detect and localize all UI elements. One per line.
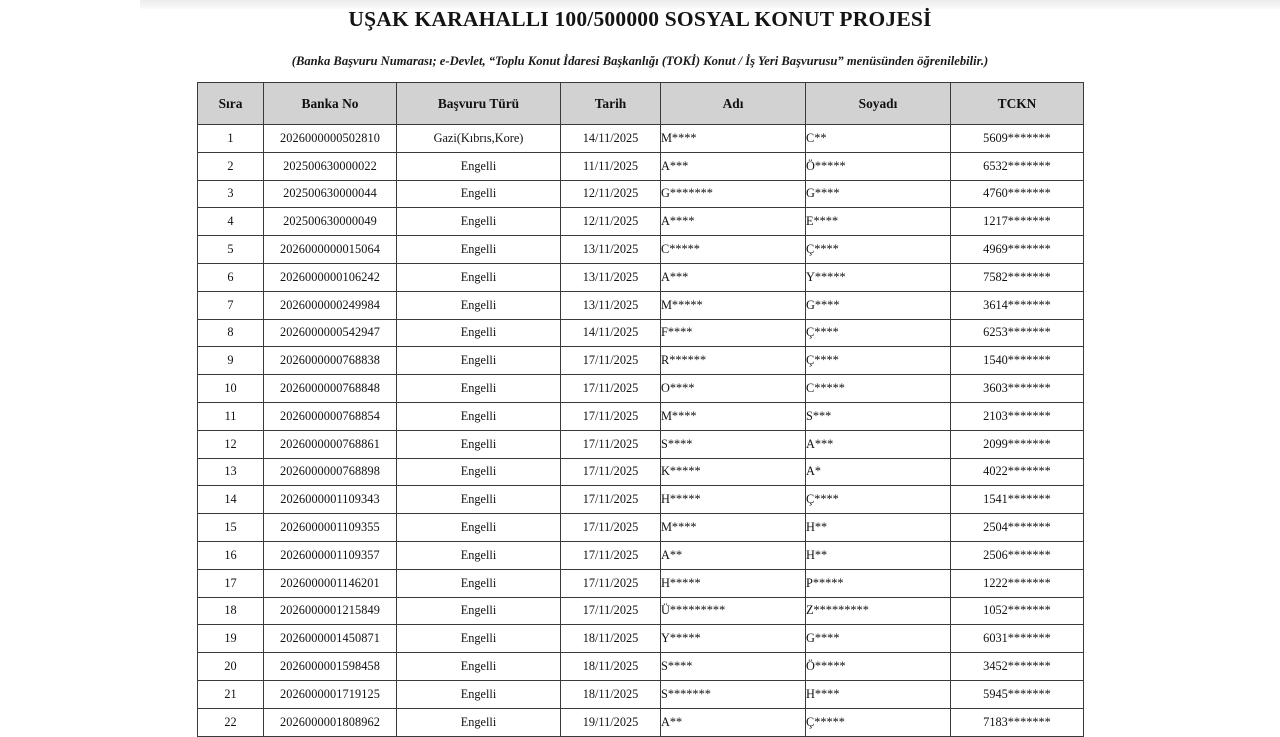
cell-tckn: 6253******* bbox=[951, 319, 1084, 347]
cell-sira: 16 bbox=[198, 541, 264, 569]
table-row bbox=[198, 541, 1084, 569]
cell-sira: 6 bbox=[198, 263, 264, 291]
cell-tckn: 3452******* bbox=[951, 653, 1084, 681]
cell-banka-no: 2026000001598458 bbox=[264, 653, 397, 681]
cell-tckn: 7582******* bbox=[951, 263, 1084, 291]
cell-tarih: 17/11/2025 bbox=[561, 458, 661, 486]
cell-soyadi: H** bbox=[806, 541, 951, 569]
cell-tckn: 2099******* bbox=[951, 430, 1084, 458]
cell-sira: 1 bbox=[198, 125, 264, 153]
cell-soyadi: Ç***** bbox=[806, 708, 951, 736]
cell-banka-no: 2026000000768861 bbox=[264, 430, 397, 458]
cell-adi: A** bbox=[661, 541, 806, 569]
cell-banka-no: 2026000001808962 bbox=[264, 708, 397, 736]
cell-adi: A** bbox=[661, 708, 806, 736]
table-row bbox=[198, 180, 1084, 208]
cell-tckn: 2506******* bbox=[951, 541, 1084, 569]
cell-basvuru-turu: Engelli bbox=[397, 291, 561, 319]
table-header bbox=[198, 83, 1084, 125]
table-row bbox=[198, 653, 1084, 681]
cell-soyadi: A* bbox=[806, 458, 951, 486]
cell-adi: H***** bbox=[661, 569, 806, 597]
cell-soyadi: Ç**** bbox=[806, 486, 951, 514]
cell-soyadi: H**** bbox=[806, 680, 951, 708]
cell-adi: F**** bbox=[661, 319, 806, 347]
table-row bbox=[198, 708, 1084, 736]
cell-tarih: 13/11/2025 bbox=[561, 291, 661, 319]
cell-soyadi: G**** bbox=[806, 180, 951, 208]
cell-banka-no: 2026000001719125 bbox=[264, 680, 397, 708]
column-header-basvuru-turu: Başvuru Türü bbox=[397, 83, 561, 125]
cell-basvuru-turu: Engelli bbox=[397, 625, 561, 653]
cell-banka-no: 2026000000768838 bbox=[264, 347, 397, 375]
cell-tckn: 4969******* bbox=[951, 236, 1084, 264]
cell-basvuru-turu: Engelli bbox=[397, 319, 561, 347]
cell-basvuru-turu: Engelli bbox=[397, 375, 561, 403]
column-header-tckn: TCKN bbox=[951, 83, 1084, 125]
cell-tckn: 3614******* bbox=[951, 291, 1084, 319]
table-row bbox=[198, 569, 1084, 597]
cell-banka-no: 202500630000022 bbox=[264, 152, 397, 180]
table-row bbox=[198, 514, 1084, 542]
cell-banka-no: 2026000001215849 bbox=[264, 597, 397, 625]
cell-tckn: 7183******* bbox=[951, 708, 1084, 736]
cell-tckn: 2103******* bbox=[951, 402, 1084, 430]
cell-tarih: 12/11/2025 bbox=[561, 208, 661, 236]
table-row bbox=[198, 208, 1084, 236]
cell-tarih: 17/11/2025 bbox=[561, 597, 661, 625]
table-row bbox=[198, 597, 1084, 625]
cell-soyadi: Ç**** bbox=[806, 236, 951, 264]
cell-soyadi: Y***** bbox=[806, 263, 951, 291]
cell-basvuru-turu: Engelli bbox=[397, 514, 561, 542]
cell-sira: 10 bbox=[198, 375, 264, 403]
cell-basvuru-turu: Engelli bbox=[397, 708, 561, 736]
cell-basvuru-turu: Engelli bbox=[397, 458, 561, 486]
cell-tckn: 5945******* bbox=[951, 680, 1084, 708]
cell-tarih: 17/11/2025 bbox=[561, 569, 661, 597]
cell-banka-no: 202500630000049 bbox=[264, 208, 397, 236]
cell-adi: H***** bbox=[661, 486, 806, 514]
cell-sira: 7 bbox=[198, 291, 264, 319]
cell-sira: 18 bbox=[198, 597, 264, 625]
cell-banka-no: 2026000000015064 bbox=[264, 236, 397, 264]
cell-adi: A*** bbox=[661, 152, 806, 180]
table-row bbox=[198, 458, 1084, 486]
cell-soyadi: E**** bbox=[806, 208, 951, 236]
cell-tarih: 18/11/2025 bbox=[561, 680, 661, 708]
cell-tarih: 17/11/2025 bbox=[561, 486, 661, 514]
cell-soyadi: Ç**** bbox=[806, 319, 951, 347]
cell-tckn: 1217******* bbox=[951, 208, 1084, 236]
cell-banka-no: 2026000001109357 bbox=[264, 541, 397, 569]
cell-sira: 8 bbox=[198, 319, 264, 347]
cell-soyadi: Ç**** bbox=[806, 347, 951, 375]
cell-tckn: 1222******* bbox=[951, 569, 1084, 597]
page-subtitle-note: (Banka Başvuru Numarası; e-Devlet, “Toplu Konut İdaresi Başkanlığı (TOKİ) Konut / İş Yeri Başvurusu” menüsünden öğrenilebilir.) bbox=[291, 54, 989, 68]
cell-tckn: 2504******* bbox=[951, 514, 1084, 542]
cell-tarih: 13/11/2025 bbox=[561, 236, 661, 264]
cell-adi: C***** bbox=[661, 236, 806, 264]
cell-tckn: 5609******* bbox=[951, 125, 1084, 153]
cell-adi: K***** bbox=[661, 458, 806, 486]
cell-sira: 19 bbox=[198, 625, 264, 653]
cell-soyadi: A*** bbox=[806, 430, 951, 458]
cell-sira: 3 bbox=[198, 180, 264, 208]
applicants-table bbox=[197, 82, 1084, 737]
cell-basvuru-turu: Engelli bbox=[397, 680, 561, 708]
table-row bbox=[198, 625, 1084, 653]
cell-adi: Y***** bbox=[661, 625, 806, 653]
applicants-table-container[interactable] bbox=[197, 82, 1083, 729]
cell-sira: 12 bbox=[198, 430, 264, 458]
cell-banka-no: 2026000000542947 bbox=[264, 319, 397, 347]
cell-tckn: 1052******* bbox=[951, 597, 1084, 625]
cell-banka-no: 2026000000249984 bbox=[264, 291, 397, 319]
table-row bbox=[198, 319, 1084, 347]
cell-basvuru-turu: Engelli bbox=[397, 597, 561, 625]
cell-adi: M**** bbox=[661, 402, 806, 430]
table-row bbox=[198, 375, 1084, 403]
cell-basvuru-turu: Engelli bbox=[397, 347, 561, 375]
cell-tckn: 1541******* bbox=[951, 486, 1084, 514]
table-row bbox=[198, 680, 1084, 708]
cell-tarih: 11/11/2025 bbox=[561, 152, 661, 180]
table-body bbox=[198, 125, 1084, 737]
cell-adi: M**** bbox=[661, 125, 806, 153]
cell-sira: 14 bbox=[198, 486, 264, 514]
cell-adi: S**** bbox=[661, 653, 806, 681]
cell-adi: A*** bbox=[661, 263, 806, 291]
cell-soyadi: Z********* bbox=[806, 597, 951, 625]
cell-soyadi: S*** bbox=[806, 402, 951, 430]
table-row bbox=[198, 402, 1084, 430]
table-row bbox=[198, 430, 1084, 458]
cell-banka-no: 202500630000044 bbox=[264, 180, 397, 208]
cell-basvuru-turu: Engelli bbox=[397, 653, 561, 681]
cell-sira: 20 bbox=[198, 653, 264, 681]
cell-banka-no: 2026000001109355 bbox=[264, 514, 397, 542]
cell-basvuru-turu: Engelli bbox=[397, 208, 561, 236]
column-header-soyadi: Soyadı bbox=[806, 83, 951, 125]
cell-basvuru-turu: Engelli bbox=[397, 263, 561, 291]
cell-banka-no: 2026000001109343 bbox=[264, 486, 397, 514]
cell-basvuru-turu: Engelli bbox=[397, 541, 561, 569]
cell-sira: 15 bbox=[198, 514, 264, 542]
cell-basvuru-turu: Engelli bbox=[397, 430, 561, 458]
cell-tarih: 12/11/2025 bbox=[561, 180, 661, 208]
column-header-adi: Adı bbox=[661, 83, 806, 125]
cell-basvuru-turu: Engelli bbox=[397, 180, 561, 208]
cell-tckn: 6532******* bbox=[951, 152, 1084, 180]
cell-soyadi: Ö***** bbox=[806, 653, 951, 681]
cell-sira: 5 bbox=[198, 236, 264, 264]
cell-adi: M***** bbox=[661, 291, 806, 319]
cell-basvuru-turu: Engelli bbox=[397, 486, 561, 514]
cell-banka-no: 2026000000768898 bbox=[264, 458, 397, 486]
cell-adi: Ü********* bbox=[661, 597, 806, 625]
table-row bbox=[198, 125, 1084, 153]
column-header-tarih: Tarih bbox=[561, 83, 661, 125]
table-row bbox=[198, 263, 1084, 291]
cell-tarih: 14/11/2025 bbox=[561, 319, 661, 347]
cell-soyadi: H** bbox=[806, 514, 951, 542]
table-row bbox=[198, 291, 1084, 319]
cell-soyadi: G**** bbox=[806, 625, 951, 653]
cell-adi: S******* bbox=[661, 680, 806, 708]
cell-tarih: 13/11/2025 bbox=[561, 263, 661, 291]
cell-tckn: 1540******* bbox=[951, 347, 1084, 375]
table-row bbox=[198, 347, 1084, 375]
cell-tarih: 17/11/2025 bbox=[561, 430, 661, 458]
cell-sira: 17 bbox=[198, 569, 264, 597]
cell-basvuru-turu: Engelli bbox=[397, 569, 561, 597]
cell-soyadi: G**** bbox=[806, 291, 951, 319]
cell-tckn: 3603******* bbox=[951, 375, 1084, 403]
cell-sira: 13 bbox=[198, 458, 264, 486]
cell-tarih: 17/11/2025 bbox=[561, 402, 661, 430]
cell-tarih: 17/11/2025 bbox=[561, 541, 661, 569]
table-row bbox=[198, 236, 1084, 264]
cell-sira: 9 bbox=[198, 347, 264, 375]
column-header-banka-no: Banka No bbox=[264, 83, 397, 125]
column-header-sira: Sıra bbox=[198, 83, 264, 125]
cell-basvuru-turu: Engelli bbox=[397, 236, 561, 264]
cell-tarih: 19/11/2025 bbox=[561, 708, 661, 736]
page-title: UŞAK KARAHALLI 100/500000 SOSYAL KONUT PROJESİ bbox=[348, 7, 932, 31]
cell-banka-no: 2026000000502810 bbox=[264, 125, 397, 153]
table-row bbox=[198, 152, 1084, 180]
cell-tarih: 18/11/2025 bbox=[561, 653, 661, 681]
cell-basvuru-turu: Engelli bbox=[397, 402, 561, 430]
cell-adi: G******* bbox=[661, 180, 806, 208]
cell-banka-no: 2026000000106242 bbox=[264, 263, 397, 291]
cell-tckn: 4760******* bbox=[951, 180, 1084, 208]
cell-basvuru-turu: Gazi(Kıbrıs,Kore) bbox=[397, 125, 561, 153]
cell-sira: 2 bbox=[198, 152, 264, 180]
cell-tckn: 4022******* bbox=[951, 458, 1084, 486]
cell-banka-no: 2026000000768848 bbox=[264, 375, 397, 403]
cell-tarih: 17/11/2025 bbox=[561, 514, 661, 542]
cell-basvuru-turu: Engelli bbox=[397, 152, 561, 180]
cell-sira: 11 bbox=[198, 402, 264, 430]
cell-banka-no: 2026000001146201 bbox=[264, 569, 397, 597]
cell-soyadi: C** bbox=[806, 125, 951, 153]
cell-tarih: 18/11/2025 bbox=[561, 625, 661, 653]
cell-adi: R****** bbox=[661, 347, 806, 375]
cell-tarih: 17/11/2025 bbox=[561, 347, 661, 375]
cell-soyadi: Ö***** bbox=[806, 152, 951, 180]
cell-adi: M**** bbox=[661, 514, 806, 542]
cell-soyadi: P***** bbox=[806, 569, 951, 597]
cell-soyadi: C***** bbox=[806, 375, 951, 403]
cell-banka-no: 2026000000768854 bbox=[264, 402, 397, 430]
cell-sira: 22 bbox=[198, 708, 264, 736]
cell-adi: A**** bbox=[661, 208, 806, 236]
cell-sira: 21 bbox=[198, 680, 264, 708]
cell-tarih: 17/11/2025 bbox=[561, 375, 661, 403]
cell-sira: 4 bbox=[198, 208, 264, 236]
table-header-row bbox=[198, 83, 1084, 125]
cell-tckn: 6031******* bbox=[951, 625, 1084, 653]
table-row bbox=[198, 486, 1084, 514]
cell-tarih: 14/11/2025 bbox=[561, 125, 661, 153]
cell-adi: S**** bbox=[661, 430, 806, 458]
cell-adi: O**** bbox=[661, 375, 806, 403]
cell-banka-no: 2026000001450871 bbox=[264, 625, 397, 653]
